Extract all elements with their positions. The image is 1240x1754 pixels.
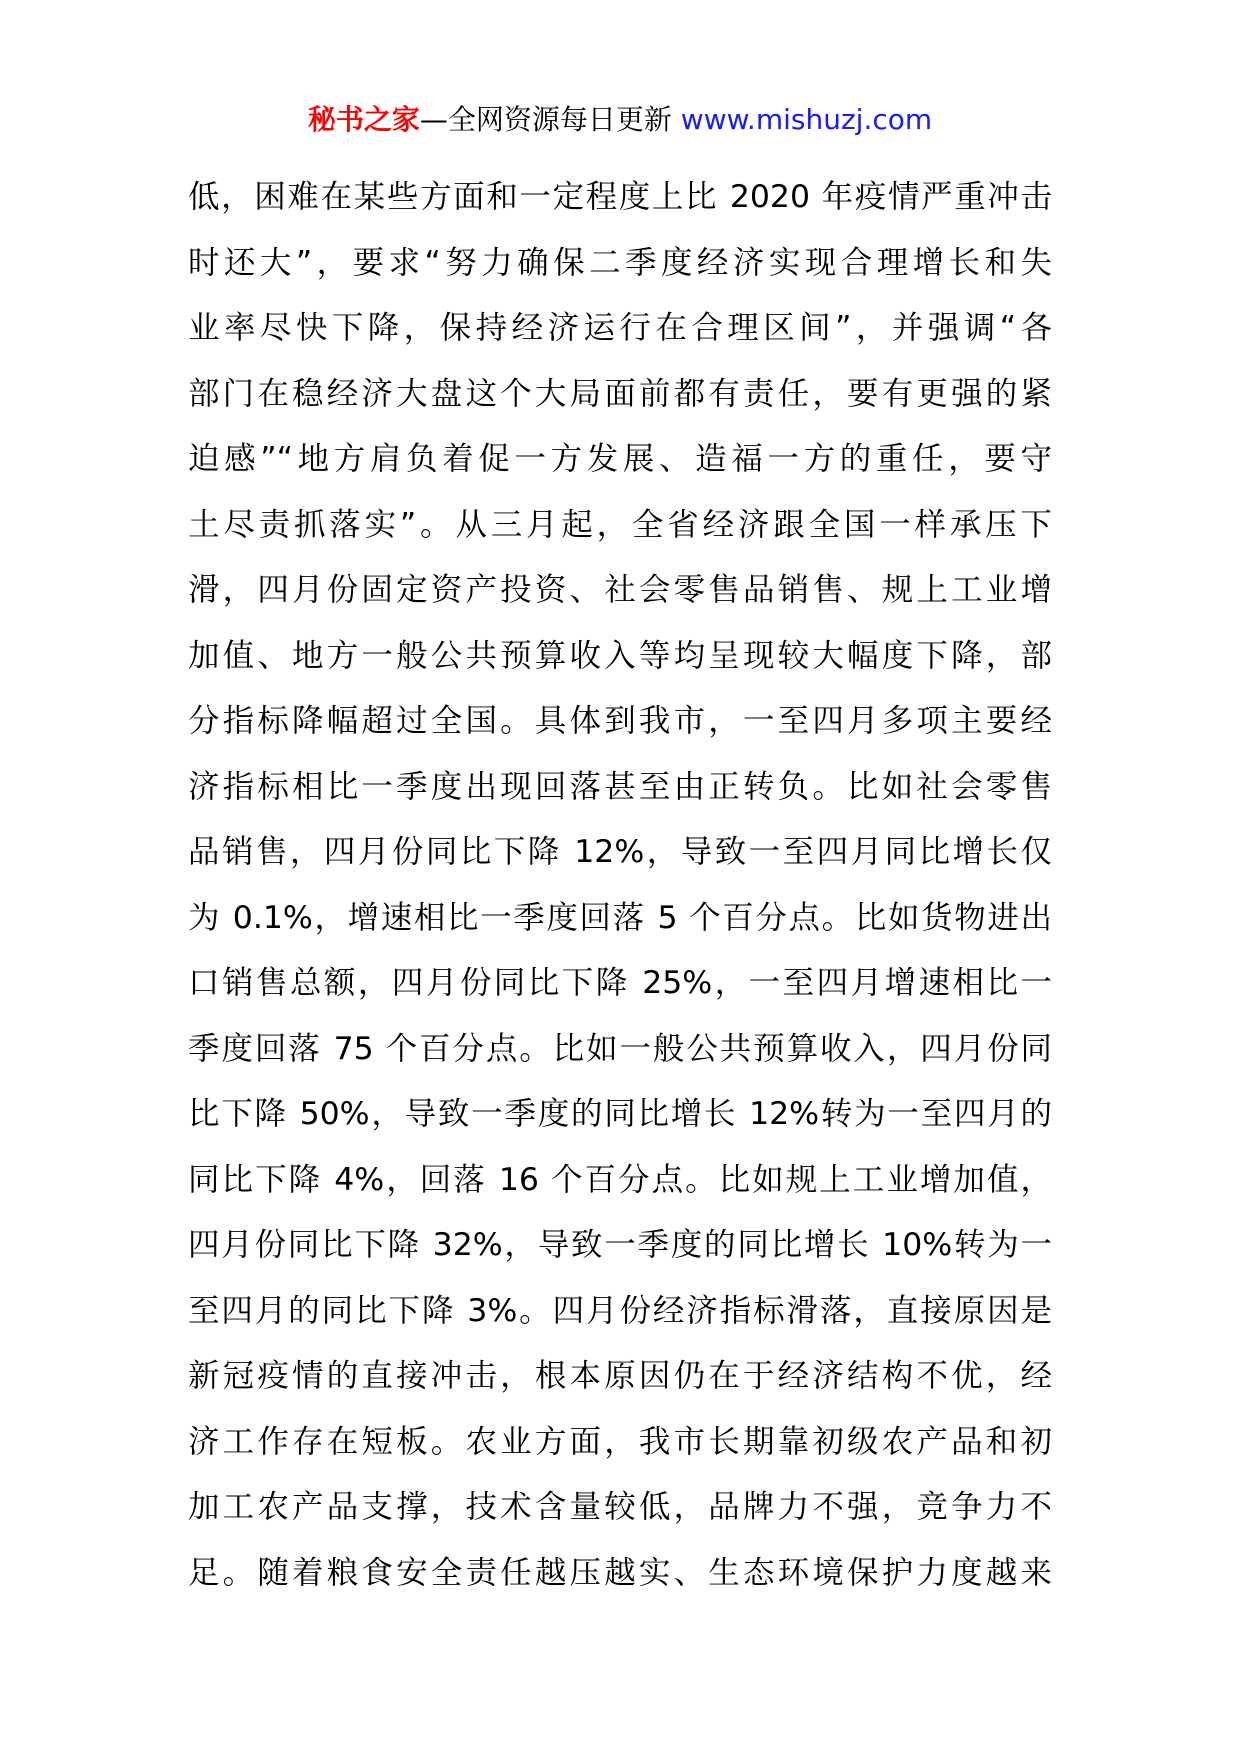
text-line: 至四月的同比下降 3%。四月份经济指标滑落，直接原因是 bbox=[188, 1292, 1052, 1329]
text-line: 四月份同比下降 32%，导致一季度的同比增长 10%转为一 bbox=[188, 1227, 1052, 1263]
header-brand: 秘书之家 bbox=[307, 103, 420, 136]
text-line: 分指标降幅超过全国。具体到我市，一至四月多项主要经 bbox=[188, 703, 1052, 739]
header-url-link[interactable]: www.mishuzj.com bbox=[680, 103, 933, 136]
text-line: 同比下降 4%，回落 16 个百分点。比如规上工业增加值， bbox=[188, 1161, 1052, 1198]
text-line: 部门在稳经济大盘这个大局面前都有责任，要有更强的紧 bbox=[188, 375, 1052, 412]
text-line: 低，困难在某些方面和一定程度上比 2020 年疫情严重冲击 bbox=[188, 179, 1052, 215]
text-line: 口销售总额，四月份同比下降 25%，一至四月增速相比一 bbox=[188, 965, 1052, 1001]
text-line: 足。随着粮食安全责任越压越实、生态环境保护力度越来 bbox=[188, 1554, 1052, 1591]
text-line: 比下降 50%，导致一季度的同比增长 12%转为一至四月的 bbox=[188, 1096, 1052, 1132]
text-line: 加值、地方一般公共预算收入等均呈现较大幅度下降，部 bbox=[188, 637, 1052, 674]
text-line: 滑，四月份固定资产投资、社会零售品销售、规上工业增 bbox=[188, 572, 1052, 608]
page-header bbox=[0, 100, 1240, 140]
text-line: 业率尽快下降，保持经济运行在合理区间”，并强调“各 bbox=[188, 310, 1052, 346]
text-line: 迫感”“地方肩负着促一方发展、造福一方的重任，要守 bbox=[188, 441, 1052, 477]
text-line: 时还大”，要求“努力确保二季度经济实现合理增长和失 bbox=[188, 244, 1052, 281]
header-tagline: —全网资源每日更新 bbox=[419, 103, 672, 136]
text-line: 为 0.1%，增速相比一季度回落 5 个百分点。比如货物进出 bbox=[188, 899, 1052, 936]
text-line: 新冠疫情的直接冲击，根本原因仍在于经济结构不优，经 bbox=[188, 1358, 1052, 1394]
text-line: 济指标相比一季度出现回落甚至由正转负。比如社会零售 bbox=[188, 768, 1052, 805]
text-line: 品销售，四月份同比下降 12%，导致一至四月同比增长仅 bbox=[188, 834, 1052, 870]
body-text bbox=[188, 165, 1052, 1606]
text-line: 加工农产品支撑，技术含量较低，品牌力不强，竞争力不 bbox=[188, 1489, 1052, 1525]
text-line: 季度回落 75 个百分点。比如一般公共预算收入，四月份同 bbox=[188, 1030, 1052, 1067]
text-line: 济工作存在短板。农业方面，我市长期靠初级农产品和初 bbox=[188, 1423, 1052, 1460]
text-line: 土尽责抓落实”。从三月起，全省经济跟全国一样承压下 bbox=[188, 506, 1052, 543]
